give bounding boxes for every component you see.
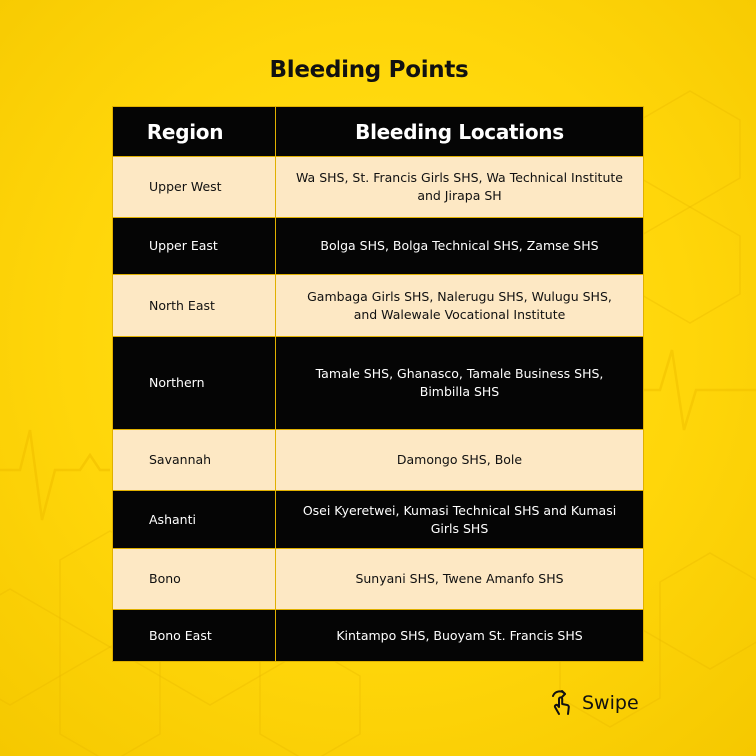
region-cell: Upper West <box>113 157 276 218</box>
region-cell: Upper East <box>113 218 276 275</box>
locations-cell: Tamale SHS, Ghanasco, Tamale Business SHS, Bimbilla SHS <box>276 337 644 430</box>
swipe-hint[interactable] <box>550 690 639 716</box>
locations-cell: Bolga SHS, Bolga Technical SHS, Zamse SHS <box>276 218 644 275</box>
region-cell: Bono <box>113 549 276 610</box>
locations-cell: Osei Kyeretwei, Kumasi Technical SHS and Kumasi Girls SHS <box>276 491 644 549</box>
region-cell: Savannah <box>113 430 276 491</box>
region-cell: Northern <box>113 337 276 430</box>
bleeding-points-table <box>112 106 644 662</box>
table-row <box>113 549 644 610</box>
region-cell: North East <box>113 275 276 337</box>
table-row <box>113 157 644 218</box>
locations-cell: Damongo SHS, Bole <box>276 430 644 491</box>
region-cell: Bono East <box>113 610 276 662</box>
locations-cell: Kintampo SHS, Buoyam St. Francis SHS <box>276 610 644 662</box>
locations-cell: Gambaga Girls SHS, Nalerugu SHS, Wulugu SHS, and Walewale Vocational Institute <box>276 275 644 337</box>
column-header-region: Region <box>113 107 276 157</box>
region-cell: Ashanti <box>113 491 276 549</box>
locations-cell: Wa SHS, St. Francis Girls SHS, Wa Technical Institute and Jirapa SH <box>276 157 644 218</box>
swipe-hand-icon <box>550 690 574 716</box>
locations-cell: Sunyani SHS, Twene Amanfo SHS <box>276 549 644 610</box>
table-row <box>113 491 644 549</box>
column-header-locations: Bleeding Locations <box>276 107 644 157</box>
table-row <box>113 610 644 662</box>
table-row <box>113 430 644 491</box>
table-row <box>113 275 644 337</box>
table-row <box>113 218 644 275</box>
table-header-row <box>113 107 644 157</box>
table-row <box>113 337 644 430</box>
swipe-label: Swipe <box>582 692 639 714</box>
page-title: Bleeding Points <box>269 57 469 83</box>
